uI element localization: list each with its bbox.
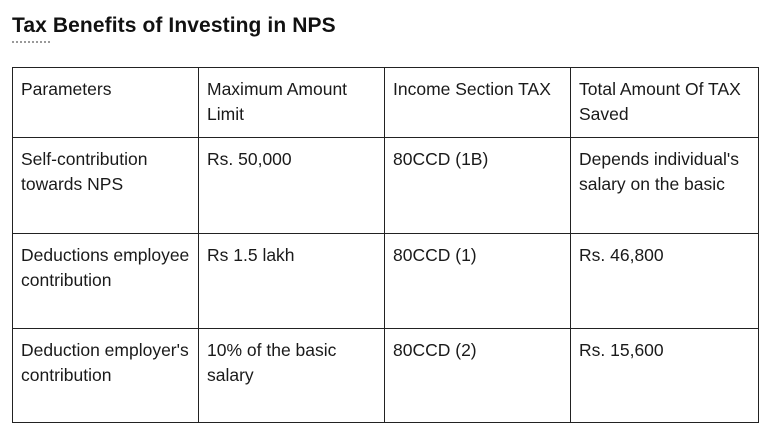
table-cell: 80CCD (1)	[385, 234, 571, 329]
table-cell: 10% of the basic salary	[199, 329, 385, 423]
table-row	[13, 234, 759, 329]
table-header-row	[13, 68, 759, 138]
page-title: Tax Benefits of Investing in NPS	[12, 14, 336, 37]
column-header-maximum-amount-limit: Maximum Amount Limit	[199, 68, 385, 138]
table-cell: Depends individual's salary on the basic	[571, 138, 759, 234]
tax-benefits-table	[12, 67, 759, 423]
table-cell: Rs. 46,800	[571, 234, 759, 329]
table-row	[13, 138, 759, 234]
column-header-total-tax-saved: Total Amount Of TAX Saved	[571, 68, 759, 138]
table-cell: 80CCD (1B)	[385, 138, 571, 234]
table-row	[13, 329, 759, 423]
table-cell: Rs. 15,600	[571, 329, 759, 423]
table-cell: Rs 1.5 lakh	[199, 234, 385, 329]
table-cell: Self-contribution towards NPS	[13, 138, 199, 234]
title-dotted-underline	[12, 41, 50, 43]
column-header-parameters: Parameters	[13, 68, 199, 138]
table-cell: Deduction employer's contribution	[13, 329, 199, 423]
table-cell: 80CCD (2)	[385, 329, 571, 423]
table-cell: Deductions employee contribution	[13, 234, 199, 329]
column-header-income-section-tax: Income Section TAX	[385, 68, 571, 138]
table-cell: Rs. 50,000	[199, 138, 385, 234]
